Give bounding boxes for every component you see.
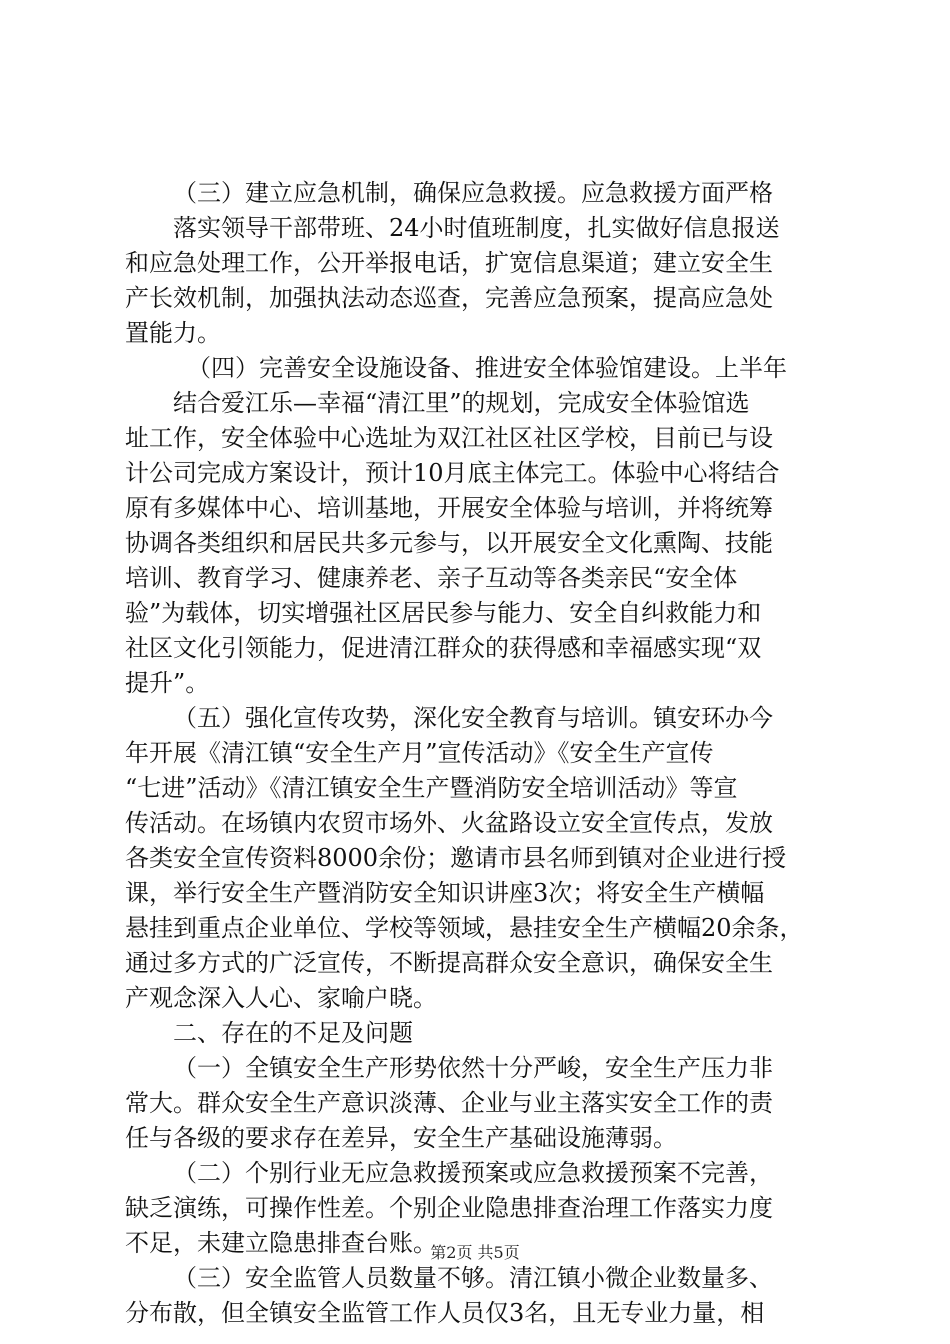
- text-line: 传活动。在场镇内农贸市场外、火盆路设立安全宣传点，发放: [125, 809, 773, 837]
- text-line: （二）个别行业无应急救援预案或应急救援预案不完善，: [173, 1159, 773, 1187]
- text-line: 落实领导干部带班、24小时值班制度，扎实做好信息报送: [173, 214, 780, 242]
- text-line: 和应急处理工作，公开举报电话，扩宽信息渠道；建立安全生: [125, 249, 773, 277]
- text-line: 计公司完成方案设计，预计10月底主体完工。体验中心将结合: [125, 459, 780, 487]
- text-line: 通过多方式的广泛宣传，不断提高群众安全意识，确保安全生: [125, 949, 773, 977]
- text-line: 培训、教育学习、健康养老、亲子互动等各类亲民“安全体: [125, 564, 738, 592]
- text-line: 常大。群众安全生产意识淡薄、企业与业主落实安全工作的责: [125, 1089, 773, 1117]
- text-line: 产观念深入人心、家喻户晓。: [125, 984, 437, 1012]
- text-line: 结合爱江乐—幸福“清江里”的规划，完成安全体验馆选: [173, 389, 750, 417]
- text-line: 缺乏演练，可操作性差。个别企业隐患排查治理工作落实力度: [125, 1194, 773, 1222]
- page-footer: 第2页 共5页: [430, 1243, 520, 1262]
- text-line: 原有多媒体中心、培训基地，开展安全体验与培训，并将统筹: [125, 494, 773, 522]
- text-line: （五）强化宣传攻势，深化安全教育与培训。镇安环办今: [173, 704, 773, 732]
- text-line: 任与各级的要求存在差异，安全生产基础设施薄弱。: [125, 1124, 677, 1152]
- text-line: （三）建立应急机制，确保应急救援。应急救援方面严格: [173, 179, 773, 207]
- text-line: （三）安全监管人员数量不够。清江镇小微企业数量多、: [173, 1264, 773, 1292]
- text-line: “七进”活动》《清江镇安全生产暨消防安全培训活动》等宣: [125, 774, 738, 802]
- text-line: 验”为载体，切实增强社区居民参与能力、安全自纠救能力和: [125, 599, 762, 627]
- text-line: 分布散，但全镇安全监管工作人员仅3名，且无专业力量，相: [125, 1299, 765, 1327]
- text-line: （四）完善安全设施设备、推进安全体验馆建设。上半年: [187, 354, 787, 382]
- text-line: 置能力。: [125, 319, 221, 347]
- text-line: 不足，未建立隐患排查台账。: [125, 1229, 437, 1257]
- text-line: 各类安全宣传资料8000余份；邀请市县名师到镇对企业进行授: [125, 844, 787, 872]
- text-line: 社区文化引领能力，促进清江群众的获得感和幸福感实现“双: [125, 634, 762, 662]
- text-line: 址工作，安全体验中心选址为双江社区社区学校，目前已与设: [125, 424, 773, 452]
- text-line: 协调各类组织和居民共多元参与，以开展安全文化熏陶、技能: [125, 529, 773, 557]
- text-line: 产长效机制，加强执法动态巡查，完善应急预案，提高应急处: [125, 284, 773, 312]
- text-line: （一）全镇安全生产形势依然十分严峻，安全生产压力非: [173, 1054, 773, 1082]
- text-line: 悬挂到重点企业单位、学校等领域，悬挂安全生产横幅20余条，: [125, 914, 804, 942]
- text-line: 课，举行安全生产暨消防安全知识讲座3次；将安全生产横幅: [125, 879, 765, 907]
- text-line: 年开展《清江镇“安全生产月”宣传活动》《安全生产宣传: [125, 739, 714, 767]
- text-line: 提升”。: [125, 669, 210, 697]
- section-heading: 二、存在的不足及问题: [173, 1019, 413, 1047]
